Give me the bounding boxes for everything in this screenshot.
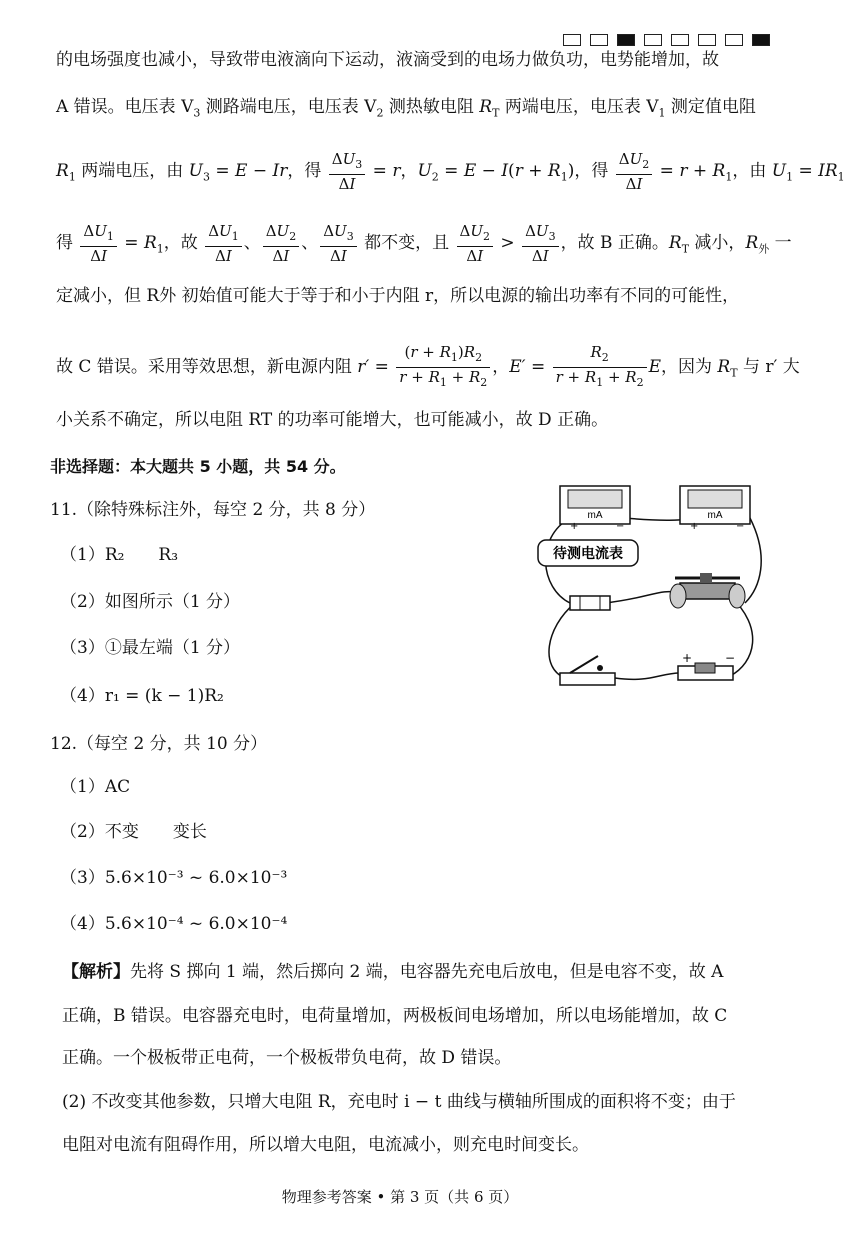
meter-unit-label: mA [707, 510, 723, 521]
resistor [570, 596, 610, 610]
meter-unit-label: mA [587, 510, 603, 521]
figure-label: 待测电流表 [553, 546, 623, 562]
answer-line: （2）如图所示（1 分） [60, 592, 241, 612]
explanation-line: 【解析】先将 S 掷向 1 端，然后掷向 2 端，电容器先充电后放电，但是电容不变，故 A [62, 962, 724, 982]
rheostat [670, 573, 745, 608]
mark-box [725, 34, 743, 46]
answer-line: （3）①最左端（1 分） [60, 638, 241, 658]
explanation-line: 正确。一个极板带正电荷，一个极板带负电荷，故 D 错误。 [62, 1048, 512, 1068]
svg-text:−: − [736, 521, 745, 532]
text-line: 的电场强度也减小，导致带电液滴向下运动，液滴受到的电场力做负功，电势能增加，故 [56, 50, 719, 70]
section-heading: 非选择题：本大题共 5 小题，共 54 分。 [50, 457, 346, 476]
mark-box [671, 34, 689, 46]
switch [560, 656, 615, 685]
question-12-heading: 12.（每空 2 分，共 10 分） [50, 734, 268, 754]
explanation-line: 电阻对电流有阻碍作用，所以增大电阻，电流减小，则充电时间变长。 [62, 1135, 589, 1155]
page-footer: 物理参考答案 • 第 3 页（共 6 页） [281, 1188, 519, 1206]
svg-text:+: + [682, 651, 693, 665]
explanation-line: 正确，B 错误。电容器充电时，电荷量增加，两极板间电场增加，所以电场能增加，故 C [62, 1006, 728, 1026]
svg-text:+: + [570, 521, 579, 532]
answer-line: （4）5.6×10⁻⁴ ~ 6.0×10⁻⁴ [60, 914, 288, 934]
text-line: 故 C 错误。采用等效思想，新电源内阻 r′ = $\frac{(r + R_1)R_2}{r + R_1 + R_2}$ ，E′ = $\frac{R_2}{r + R_1 + R_2}$ E，因为 $R_T$ 与 r′ 大 [56, 343, 800, 389]
text-line: 定减小，但 R外 初始值可能大于等于和小于内阻 r，所以电源的输出功率有不同的可能性， [56, 286, 740, 306]
answer-line: （1）R₂ R₃ [60, 545, 179, 565]
text-line: A 错误。电压表 $V_3$ 测路端电压，电压表 $V_2$ 测热敏电阻 $R_T$ 两端电压，电压表 $V_1$ 测定值电阻 [56, 97, 756, 120]
reference-ammeter [680, 486, 750, 532]
explanation-line: (2) 不改变其他参数，只增大电阻 R，充电时 i − t 曲线与横轴所围成的面积将不变；由于 [62, 1092, 736, 1112]
svg-text:+: + [690, 521, 699, 532]
answer-line: （1）AC [60, 777, 131, 797]
text-line: 小关系不确定，所以电阻 RT 的功率可能增大，也可能减小，故 D 正确。 [56, 410, 609, 430]
circuit-diagram [530, 478, 770, 698]
mark-box [563, 34, 581, 46]
mark-box [644, 34, 662, 46]
battery [678, 651, 735, 680]
answer-sheet-marks [563, 34, 770, 46]
text-line: $R_1$ 两端电压，由 $U_3 = E - Ir$，得 $\frac{\Delta U_3}{\Delta I}$ = r，$U_2 = E - I(r + R_1)$，得 $\frac{\Delta U_2}{\Delta I}$ = $r + R_1$，由 $U_1 = IR_1$ [56, 150, 845, 193]
answer-line: （3）5.6×10⁻³ ~ 6.0×10⁻³ [60, 868, 288, 888]
svg-text:−: − [616, 521, 625, 532]
answer-line: （2）不变 变长 [60, 822, 207, 842]
ammeter-under-test [560, 486, 630, 532]
mark-box-filled [752, 34, 770, 46]
text-line: 得 $\frac{\Delta U_1}{\Delta I}$ = $R_1$，故 $\frac{\Delta U_1}{\Delta I}$ 、 $\frac{\Delta U_2}{\Delta I}$ 、 $\frac{\Delta U_3}{\Delta I}$ 都不变，且 $\frac{\Delta U_2}{\Delta I}$ > $\frac{\Delta U_3}{\Delta I}$ ，故 B 正确。$R_T$ 减小，$R_外$ 一 [56, 222, 792, 265]
question-11-heading: 11.（除特殊标注外，每空 2 分，共 8 分） [50, 500, 376, 520]
svg-text:−: − [725, 651, 736, 665]
mark-box-filled [617, 34, 635, 46]
answer-line: （4）r₁ = (k − 1)R₂ [60, 686, 224, 706]
mark-box [698, 34, 716, 46]
mark-box [590, 34, 608, 46]
